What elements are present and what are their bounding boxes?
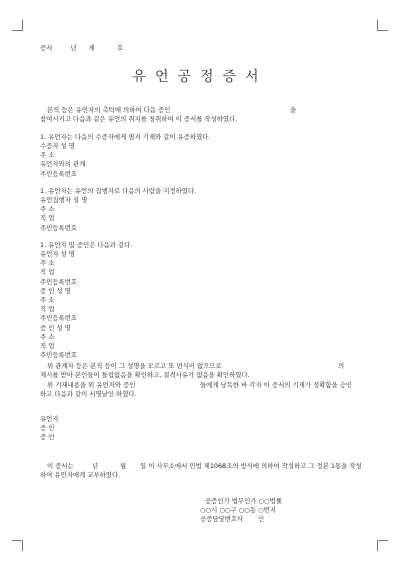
section1-fields (40, 142, 85, 179)
page-title: 유언공정증서 (132, 69, 268, 85)
signers-list (40, 415, 59, 443)
field-label: 유언자와의 관계 (40, 160, 86, 169)
doc-no-prefix: 증서 (40, 44, 53, 52)
signer-label: 증 인 (40, 433, 55, 442)
field-label: 직 업 (40, 268, 55, 277)
field-label: 직 업 (40, 341, 55, 350)
section2-heading: 1. 유언자는 유언의 집행자로 다음의 사람을 지정하였다. (40, 187, 197, 195)
office-line3-b: 인 (258, 515, 265, 523)
closing-line1-b: 년 (92, 462, 99, 470)
field-label: 증 인 성 명 (40, 323, 71, 332)
section1-heading: 1. 유언자는 다음의 수증자에게 별지 기재와 같이 유증하였다. (40, 133, 211, 141)
field-label: 수증자 성 명 (40, 142, 75, 150)
closing-line1-d: 일 이 사무소에서 민법 제1068조의 방식에 의하여 작성하고 그 정본 1통을 작성 (140, 462, 362, 470)
crop-mark-top-right (377, 20, 388, 31)
field-label: 주민등록번호 (40, 223, 78, 232)
field-label: 주 소 (40, 259, 55, 268)
field-label: 유언집행자 성 명 (40, 196, 88, 204)
confirm-line2: 제시를 받아 본인들이 틀림없음을 확인하고, 결격사유가 없음을 확인하였다. (40, 371, 250, 379)
intro-line1-b: 을 (290, 106, 297, 114)
field-label: 주민등록번호 (40, 351, 78, 360)
field-label: 주 소 (40, 332, 55, 341)
closing-line1-a: 이 증서는 (47, 462, 74, 470)
field-label: 주민등록번호 (40, 277, 78, 286)
office-line1: 공증인가 법무인가 ○○법률 (205, 497, 282, 505)
crop-mark-top-left (12, 20, 23, 31)
closing-line1-c: 월 (120, 462, 127, 470)
intro-line1-a: 본직 등은 유언자의 촉탁에 의하여 다음 증인 (47, 106, 171, 114)
field-label: 증 인 성 명 (40, 286, 71, 295)
confirm-line4: 하고 다음과 같이 서명날인 하였다. (40, 390, 137, 398)
crop-mark-bottom-right (377, 540, 388, 551)
confirm-line1-b: 의 (338, 362, 345, 370)
closing-line2: 하여 유언자에게 교부하였다. (40, 471, 121, 479)
field-label: 주민등록번호 (40, 169, 78, 178)
section3-fields (40, 250, 77, 360)
section3-heading: 1. 유언자 및 증인은 다음과 같다. (40, 241, 133, 249)
intro-line2: 참여시키고 다음과 같은 유언의 취지를 청취하여 이 증서를 작성하였다. (40, 115, 238, 123)
field-label: 직 업 (40, 305, 55, 314)
confirm-line3-a: 위 기재내용을 위 유언자와 증인 (47, 381, 136, 389)
field-label: 주민등록번호 (40, 314, 78, 323)
field-label: 유언자 성 명 (40, 250, 75, 258)
doc-no-year-label: 년 제 (70, 44, 95, 52)
field-label: 직 업 (40, 214, 55, 223)
confirm-line1-a: 위 관계자 등은 본직 등이 그 성명을 모르고 또 면식이 없으므로 (47, 362, 222, 370)
doc-no-suffix: 호 (116, 44, 124, 52)
document-number (40, 43, 123, 52)
field-label: 주 소 (40, 205, 55, 214)
field-label: 주 소 (40, 295, 55, 304)
office-line3-a: 공증담당변호사 (200, 515, 244, 523)
signer-label: 유언자 (40, 415, 59, 423)
office-line2: ○○시 ○○구 ○○동 ○번지 (200, 506, 276, 514)
field-label: 주 소 (40, 151, 55, 160)
signer-label: 증 인 (40, 424, 55, 433)
confirm-line3-b: 들에게 낭독한 바 각자 이 증서의 기재가 정확함을 승인 (200, 381, 353, 389)
section2-fields (40, 196, 87, 233)
crop-mark-bottom-left (12, 540, 23, 551)
